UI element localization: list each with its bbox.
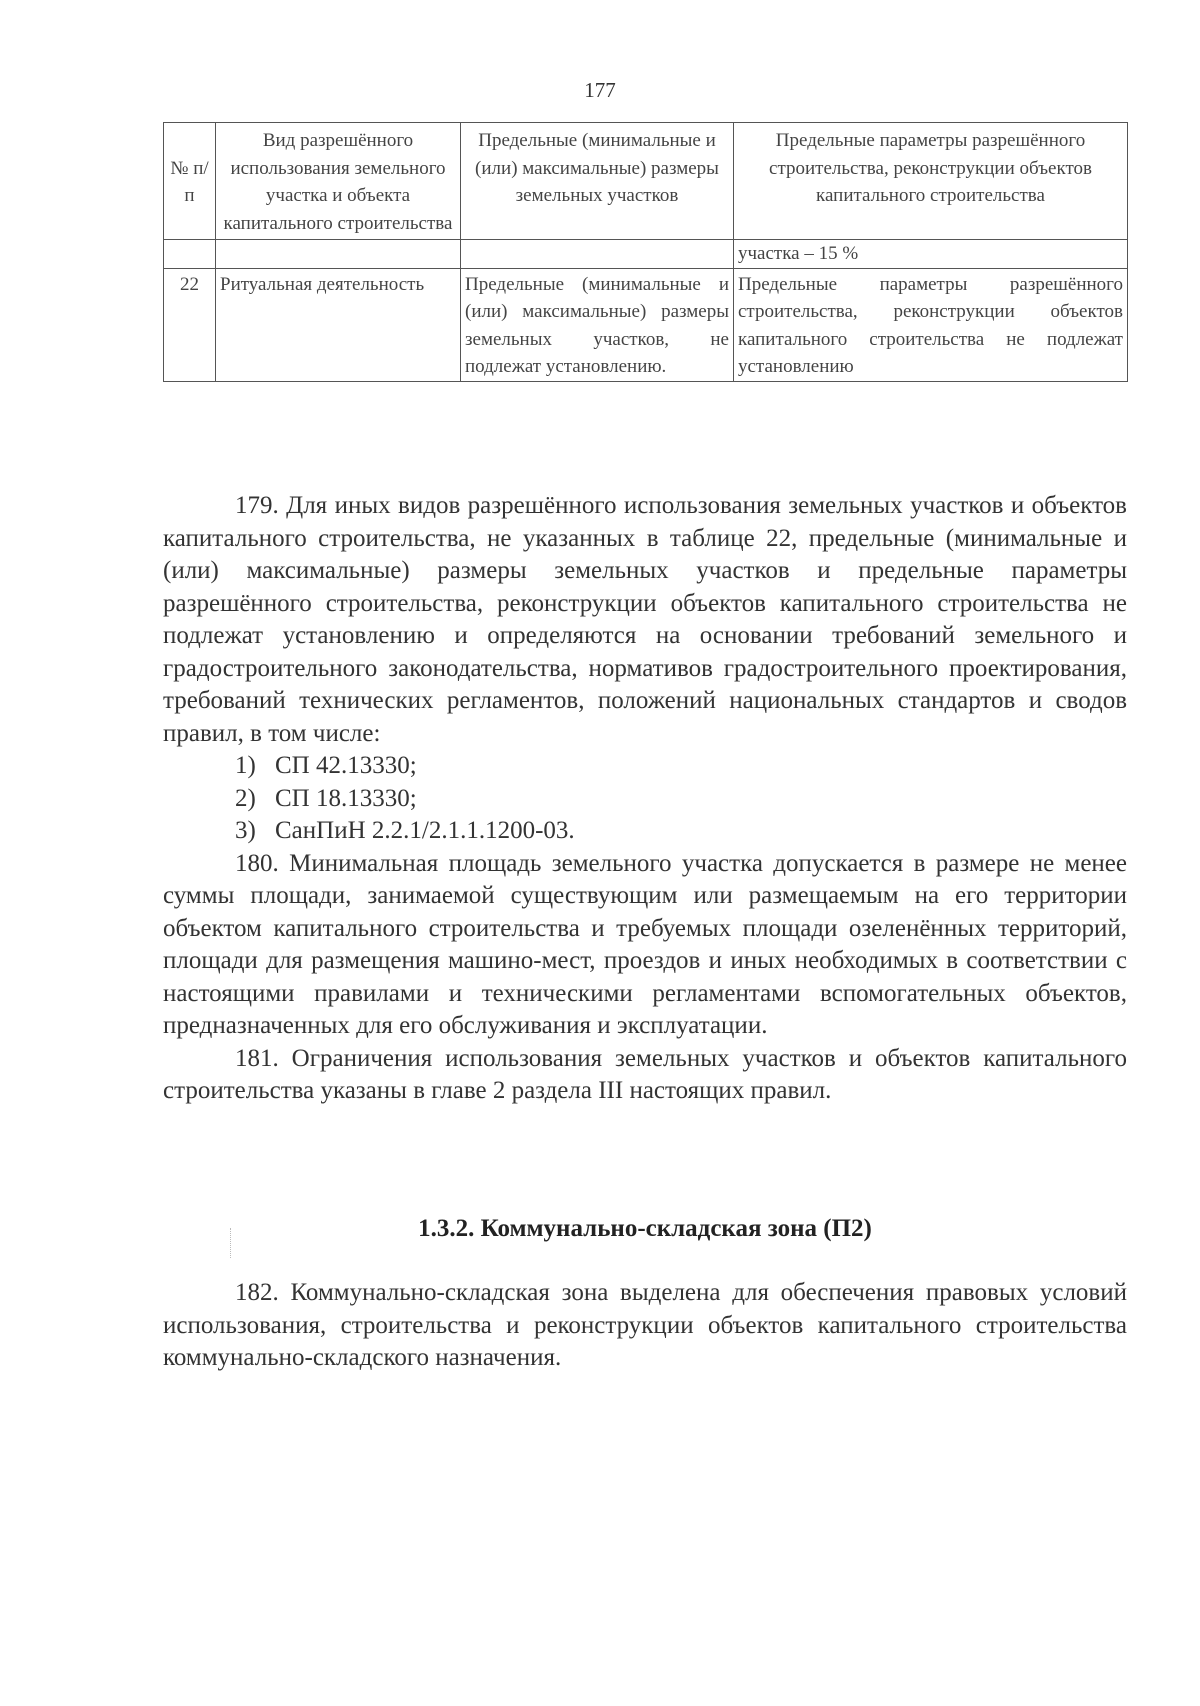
cell-sizes: Предельные (минимальные и (или) максимальные) размеры земельных участков, не подлежат установлению.: [461, 268, 734, 381]
paragraph-182: 182. Коммунально-складская зона выделена для обеспечения правовых условий использования, строительства и реконструкции объектов капитального строительства коммунально-складского назначения.: [163, 1279, 1127, 1371]
header-use: Вид разрешённого использования земельного участка и объекта капитального строительства: [216, 123, 461, 240]
cell-use: Ритуальная деятельность: [216, 268, 461, 381]
list-marker: 3): [235, 817, 256, 844]
body-text: [163, 490, 1127, 1108]
cell-sizes: [461, 240, 734, 269]
cell-use: [216, 240, 461, 269]
table-row: [164, 268, 1128, 381]
body-text-section: [163, 1277, 1127, 1375]
paragraph-180: 180. Минимальная площадь земельного участка допускается в размере не менее суммы площади, занимаемой существующим или размещаемым на его территории объектом капитального строительства и требуемых площади озеленённых территорий, площади для размещения машино-мест, проездов и иных необходимых в соответствии с настоящими правилами и техническими регламентами вспомогательных объектов, предназначенных для его обслуживания и эксплуатации.: [163, 849, 1127, 1039]
header-sizes: Предельные (минимальные и (или) максимальные) размеры земельных участков: [461, 123, 734, 240]
section-heading: 1.3.2. Коммунально-складская зона (П2): [418, 1215, 872, 1242]
page-number: 177: [584, 78, 616, 102]
list-item-text: СП 18.13330;: [275, 784, 417, 812]
cell-params: Предельные параметры разрешённого строительства, реконструкции объектов капитального строительства не подлежат установлению: [734, 268, 1128, 381]
list-item-text: СанПиН 2.2.1/2.1.1.1200-03.: [275, 817, 575, 844]
list-marker: 1): [235, 752, 256, 779]
paragraph-181: 181. Ограничения использования земельных участков и объектов капитального строительства указаны в главе 2 раздела III настоящих правил.: [163, 1044, 1127, 1104]
list-item: [163, 750, 1127, 783]
cell-params: участка – 15 %: [734, 240, 1128, 269]
table-row-continued: [164, 240, 1128, 269]
header-params: Предельные параметры разрешённого строительства, реконструкции объектов капитального строительства: [734, 123, 1128, 240]
cell-num: 22: [164, 268, 216, 381]
list-item: [163, 815, 1127, 848]
header-num: № п/п: [164, 123, 216, 240]
table-header-row: [164, 123, 1128, 240]
cell-num: [164, 240, 216, 269]
list-item: [163, 783, 1127, 816]
land-use-table: [163, 122, 1128, 382]
paragraph-179: 179. Для иных видов разрешённого использования земельных участков и объектов капитального строительства, не указанных в таблице 22, предельные (минимальные и (или) максимальные) размеры земельных участков и предельные параметры разрешённого строительства, реконструкции объектов капитального строительства не подлежат установлению и определяются на основании требований земельного и градостроительного законодательства, нормативов градостроительного проектирования, требований технических регламентов, положений национальных стандартов и сводов правил, в том числе:: [163, 492, 1127, 747]
list-item-text: СП 42.13330;: [275, 752, 417, 779]
list-marker: 2): [235, 784, 256, 812]
